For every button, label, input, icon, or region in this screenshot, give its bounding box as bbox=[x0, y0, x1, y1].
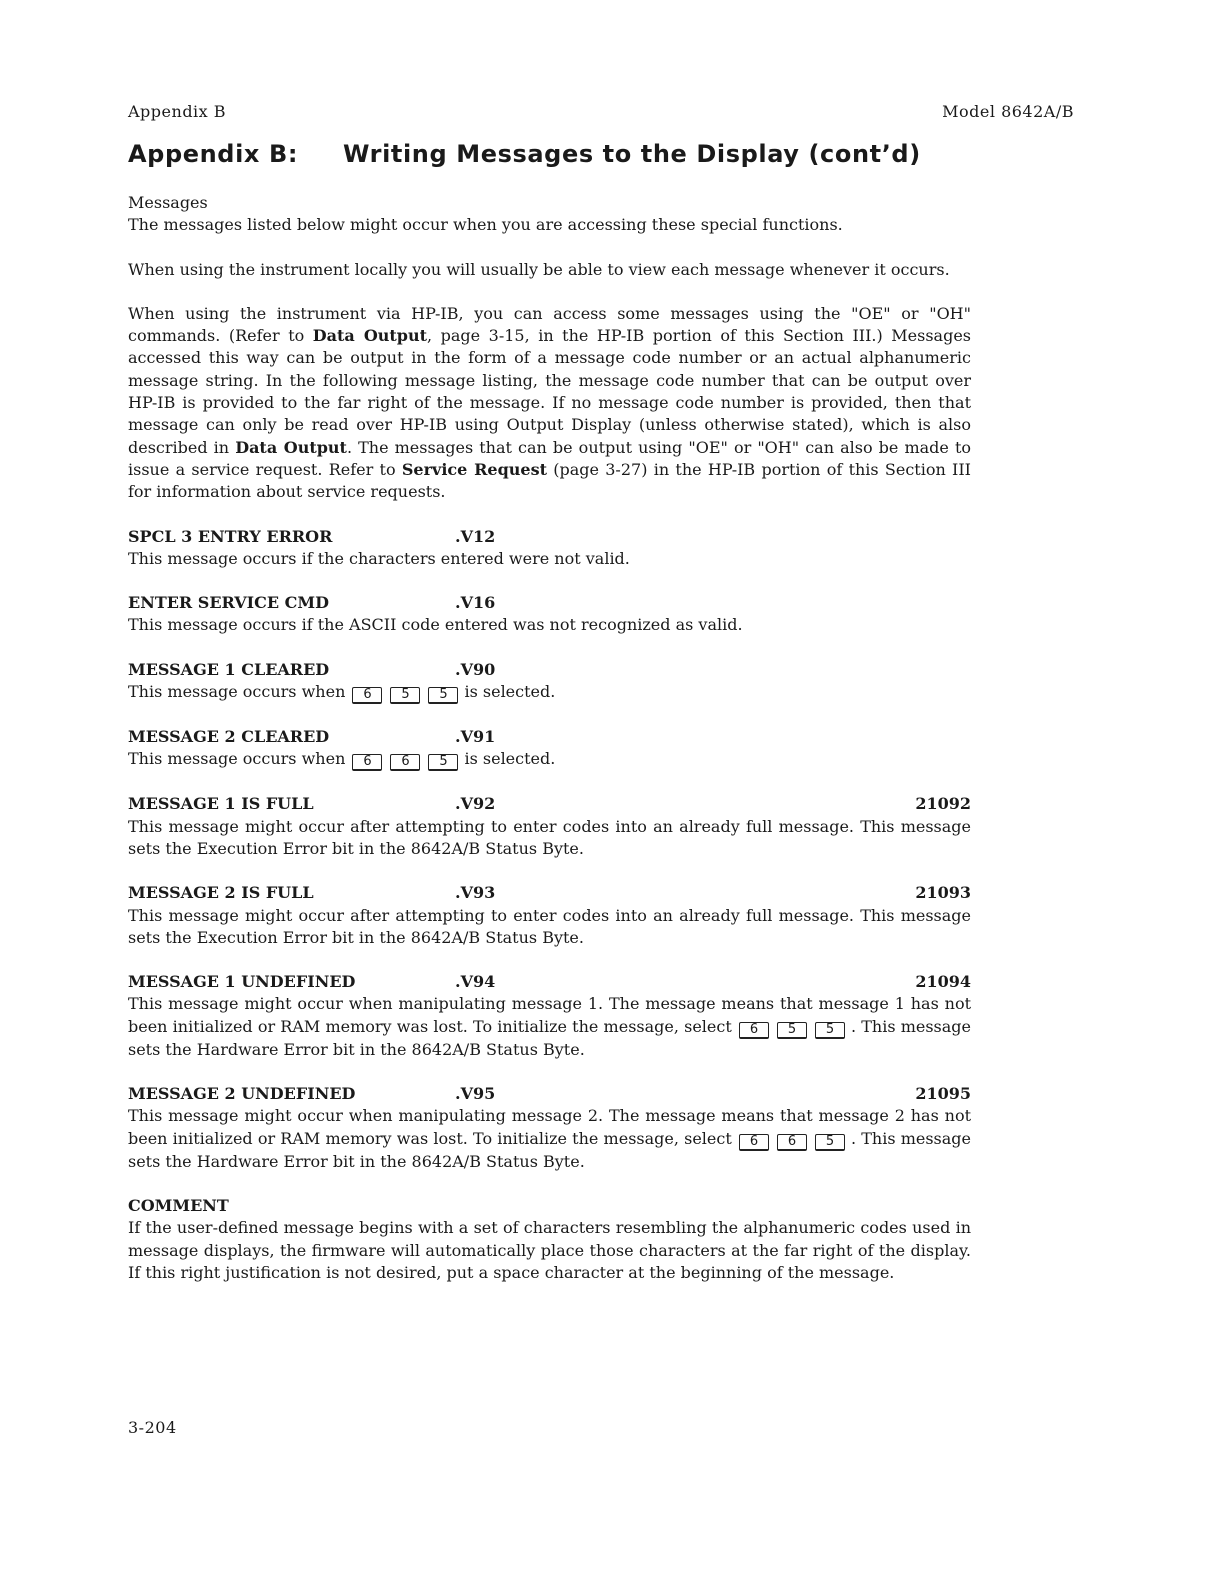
message-entry-header bbox=[128, 526, 971, 548]
message-entry-header bbox=[128, 971, 971, 993]
data-output-ref: Data Output bbox=[312, 326, 427, 346]
key-icon: 6 bbox=[777, 1134, 807, 1151]
message-name: MESSAGE 1 CLEARED bbox=[128, 659, 330, 679]
message-code: .V92 bbox=[455, 794, 496, 814]
page-number: 3-204 bbox=[128, 1418, 177, 1437]
message-code-number: 21094 bbox=[915, 972, 971, 992]
key-icon: 5 bbox=[815, 1134, 845, 1151]
comment-text: If the user-defined message begins with a set of characters resembling the alphanumeric codes used in message displays, the firmware will automatically place those characters at the far right of the display. If this right justification is not desired, put a space character at the beginning of the message. bbox=[128, 1218, 971, 1282]
intro-paragraph-3: When using the instrument via HP-IB, you can access some messages using the "OE" or "OH" commands. (Refer to Data Output, page 3-15, in the HP-IB portion of this Section III.) Messages accessed this way can be output in the form of a message code number or an actual alphanumeric message string. In the following message listing, the message code number that can be output over HP-IB is provided to the far right of the message. If no message code number is provided, then that message can only be read over HP-IB using Output Display (unless otherwise stated), which is also described in Data Output. The messages that can be output using "OE" or "OH" can also be made to issue a service request. Refer to Service Request (page 3-27) in the HP-IB portion of this Section III for information about service requests. bbox=[128, 303, 972, 502]
message-description: This message might occur after attempting to enter codes into an already full message. This message sets the Execution Error bit in the 8642A/B Status Byte. bbox=[128, 905, 971, 947]
message-description: This message might occur when manipulating message 1. The message means that message 1 has not been initialized or RAM memory was lost. To initialize the message, select 6 5 5 . This message sets the Hardware Error bit in the 8642A/B Status Byte. bbox=[128, 994, 972, 1059]
message-entry-header bbox=[128, 793, 971, 815]
page-title bbox=[128, 140, 1028, 168]
message-name: MESSAGE 2 UNDEFINED bbox=[128, 1084, 356, 1104]
message-code: .V95 bbox=[455, 1084, 496, 1104]
message-description: This message occurs when 6 6 5 is selected. bbox=[128, 749, 556, 770]
message-code: .V91 bbox=[455, 727, 496, 747]
key-icon: 5 bbox=[777, 1022, 807, 1039]
title-appendix: Appendix B: bbox=[128, 140, 299, 168]
header-model-label: Model 8642A/B bbox=[942, 102, 1074, 121]
message-entry-header bbox=[128, 726, 971, 748]
message-name: MESSAGE 1 IS FULL bbox=[128, 794, 314, 814]
key-icon: 5 bbox=[815, 1022, 845, 1039]
message-name: MESSAGE 1 UNDEFINED bbox=[128, 972, 356, 992]
header-section-label: Appendix B bbox=[128, 102, 227, 121]
message-code: .V90 bbox=[455, 659, 496, 679]
key-icon: 5 bbox=[390, 687, 420, 704]
message-entry-header bbox=[128, 659, 971, 681]
key-icon: 6 bbox=[739, 1134, 769, 1151]
message-name: MESSAGE 2 CLEARED bbox=[128, 727, 330, 747]
messages-heading: Messages bbox=[128, 193, 208, 212]
message-code-number: 21093 bbox=[915, 883, 971, 903]
message-name: ENTER SERVICE CMD bbox=[128, 593, 329, 613]
message-description: This message occurs when 6 5 5 is selected. bbox=[128, 682, 556, 703]
key-icon: 5 bbox=[428, 754, 458, 771]
message-description: This message might occur when manipulating message 2. The message means that message 2 has not been initialized or RAM memory was lost. To initialize the message, select 6 6 5 . This message sets the Hardware Error bit in the 8642A/B Status Byte. bbox=[128, 1106, 972, 1171]
message-description: This message occurs if the ASCII code entered was not recognized as valid. bbox=[128, 615, 743, 635]
message-code: .V16 bbox=[455, 593, 496, 613]
key-icon: 6 bbox=[739, 1022, 769, 1039]
message-code-number: 21095 bbox=[915, 1084, 971, 1104]
message-code: .V12 bbox=[455, 526, 496, 546]
service-request-ref: Service Request bbox=[401, 459, 547, 479]
message-entry-header bbox=[128, 1083, 971, 1105]
document-body bbox=[128, 192, 971, 1284]
data-output-ref-2: Data Output bbox=[235, 437, 347, 457]
comment-heading: COMMENT bbox=[128, 1195, 229, 1215]
message-description: This message might occur after attempting to enter codes into an already full message. This message sets the Execution Error bit in the 8642A/B Status Byte. bbox=[128, 816, 971, 858]
title-subject: Writing Messages to the Display (cont’d) bbox=[343, 140, 921, 168]
message-code-number: 21092 bbox=[915, 794, 971, 814]
message-entry-header bbox=[128, 882, 971, 904]
page-header bbox=[128, 102, 1074, 124]
message-name: MESSAGE 2 IS FULL bbox=[128, 883, 314, 903]
intro-paragraph-1: The messages listed below might occur when you are accessing these special functions. bbox=[128, 215, 843, 235]
message-code: .V93 bbox=[455, 883, 496, 903]
message-entry-header bbox=[128, 592, 971, 614]
key-icon: 6 bbox=[390, 754, 420, 771]
key-icon: 6 bbox=[352, 687, 382, 704]
key-icon: 5 bbox=[428, 687, 458, 704]
key-icon: 6 bbox=[352, 754, 382, 771]
message-name: SPCL 3 ENTRY ERROR bbox=[128, 526, 333, 546]
intro-paragraph-2: When using the instrument locally you will usually be able to view each message whenever it occurs. bbox=[128, 259, 950, 279]
message-code: .V94 bbox=[455, 972, 496, 992]
message-description: This message occurs if the characters entered were not valid. bbox=[128, 548, 630, 568]
